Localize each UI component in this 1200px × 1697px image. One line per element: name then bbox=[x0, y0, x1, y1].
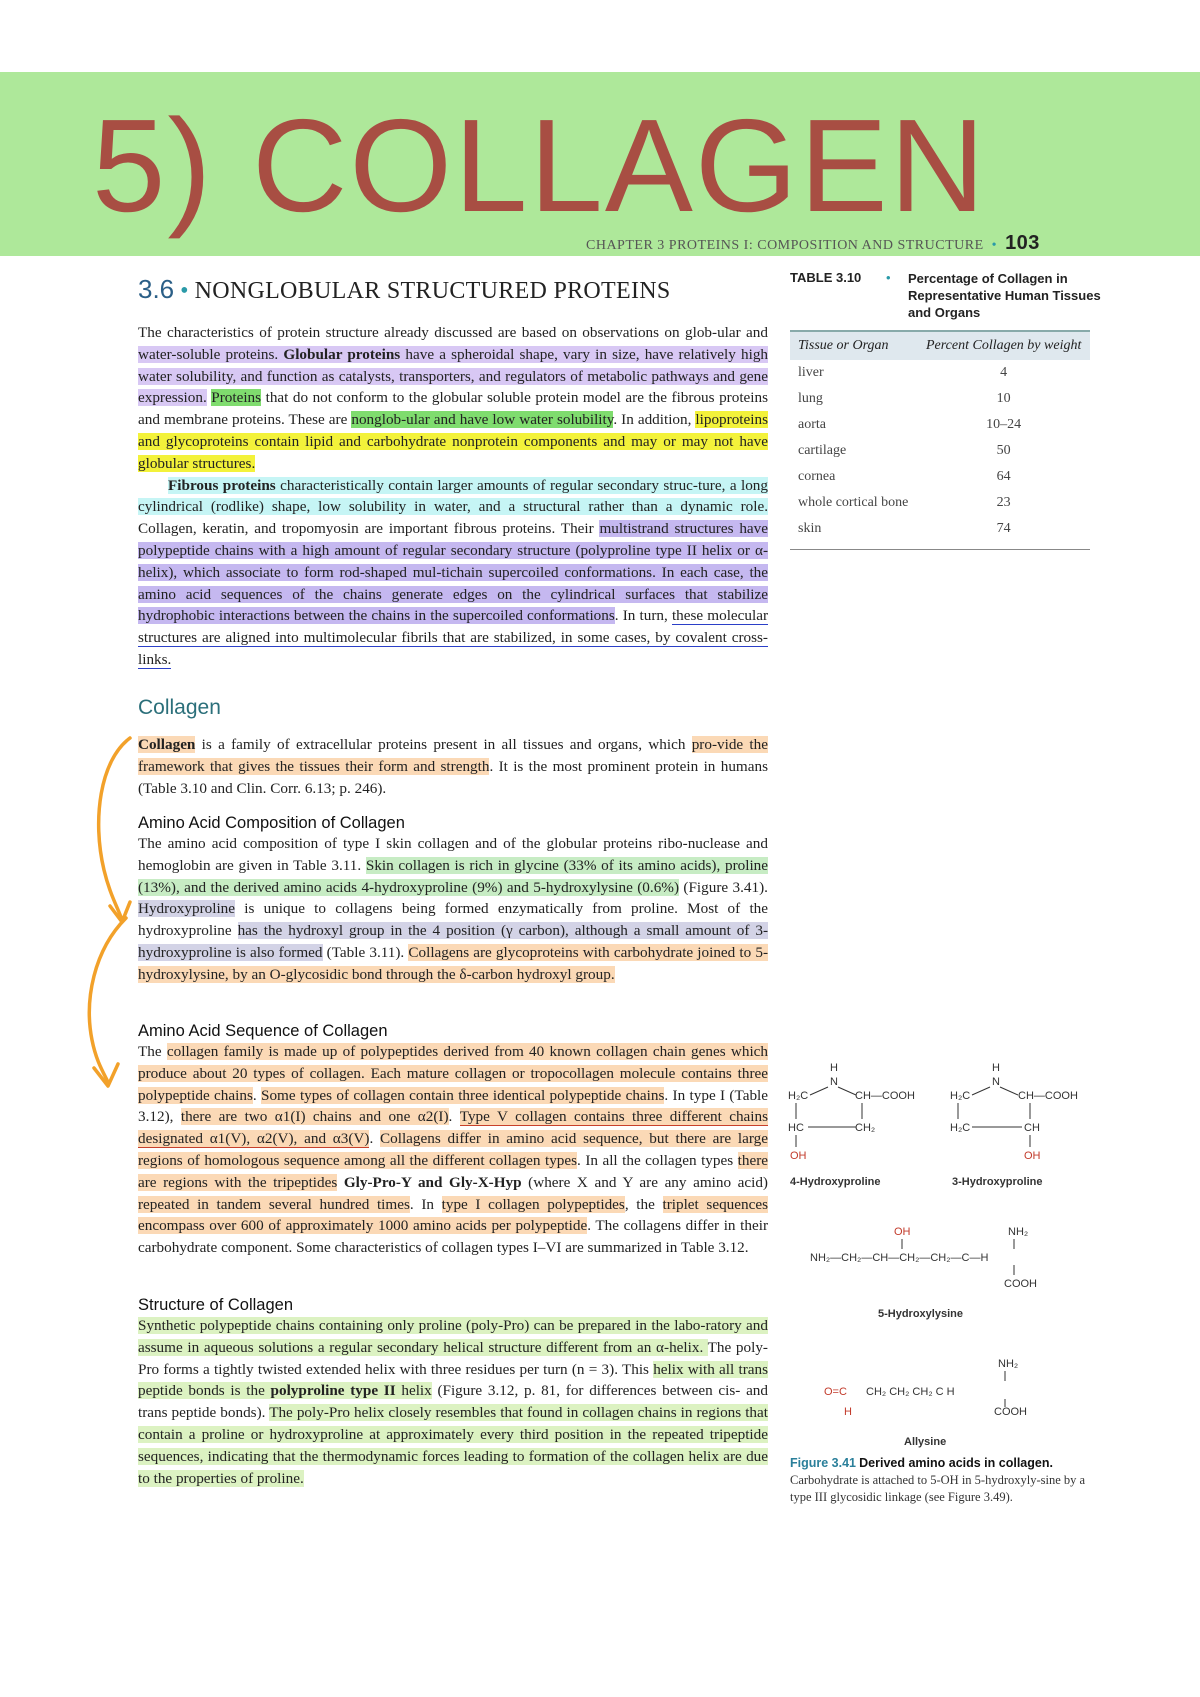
table-row bbox=[790, 386, 1090, 412]
cell-percent: 10 bbox=[996, 391, 1011, 406]
highlight-peach: there are two α1(I) chains and one α2(I) bbox=[180, 1108, 449, 1126]
paragraph-sequence bbox=[138, 1041, 768, 1259]
highlight-peach: Some types of collagen contain three identical polypeptide chains bbox=[261, 1086, 665, 1104]
highlight-peach-underlined: Type V collagen contains three different chains designated α1(V), α2(V), and α3(V) bbox=[138, 1108, 769, 1148]
highlight-peach: type I collagen polypeptides bbox=[441, 1195, 625, 1213]
cell-percent: 50 bbox=[996, 443, 1011, 458]
svg-text:N: N bbox=[992, 1076, 1000, 1088]
paragraph-intro bbox=[138, 322, 768, 671]
highlight-purple: have a spheroidal shape, vary in size, have relatively high water solubility, and function as catalysts, transporters, and regulators of metabolic pathways and gene expression. bbox=[138, 345, 769, 407]
table-row bbox=[790, 438, 1090, 464]
highlight-lime: Synthetic polypeptide chains containing only proline (poly-Pro) can be prepared in the labo-ratory and assume in aqueous solutions a regular secondary helical structure different from an α-helix. bbox=[138, 1317, 768, 1356]
section-structure bbox=[138, 1296, 768, 1489]
bullet-icon: • bbox=[180, 278, 189, 304]
cell-tissue: skin bbox=[790, 516, 917, 550]
highlight-yellow: lipoproteins and glycoproteins contain lipid and carbohydrate nonprotein components and may or may not have globular structures. bbox=[138, 411, 768, 472]
svg-text:NH₂: NH₂ bbox=[998, 1358, 1019, 1370]
table-title: Percentage of Collagen in Representative Human Tissues and Organs bbox=[908, 271, 1101, 320]
text-run: (Figure 3.12, p. 81, for differences between cis- and trans peptide bonds). bbox=[138, 1382, 768, 1422]
text-run: . In bbox=[409, 1195, 442, 1213]
highlight-green: nonglob-ular and have low water solubility bbox=[351, 411, 614, 429]
subheading-structure: Structure of Collagen bbox=[138, 1296, 294, 1314]
figure-caption bbox=[790, 1455, 1090, 1506]
table-row bbox=[790, 516, 1090, 550]
structure-5-hydroxylysine bbox=[810, 1226, 1037, 1320]
svg-text:H: H bbox=[844, 1406, 852, 1418]
column-header-tissue: Tissue or Organ bbox=[798, 338, 889, 353]
section-amino-acid-composition bbox=[138, 814, 768, 986]
text-run: . In turn, bbox=[614, 607, 672, 625]
svg-text:OH: OH bbox=[894, 1226, 911, 1238]
text-run: . bbox=[448, 1108, 460, 1126]
highlight-green: Proteins bbox=[211, 389, 262, 407]
label-3-hydroxyproline: 3-Hydroxyproline bbox=[952, 1176, 1043, 1188]
text-run: is a family of extracellular proteins present in all tissues and organs, which bbox=[195, 736, 692, 753]
text-run: The characteristics of protein structure already discussed are based on observations on glob-ular and bbox=[138, 324, 768, 341]
structure-3-hydroxyproline bbox=[950, 1062, 1078, 1188]
highlight-lime: helix with all trans peptide bonds is the bbox=[138, 1360, 768, 1400]
svg-text:CH₂: CH₂ bbox=[855, 1122, 876, 1134]
term-collagen: Collagen bbox=[138, 736, 196, 753]
column-header-percent: Percent Collagen by weight bbox=[925, 338, 1082, 353]
structure-4-hydroxyproline bbox=[788, 1062, 915, 1188]
cell-percent: 4 bbox=[1000, 365, 1008, 380]
table-header-row bbox=[790, 331, 1090, 360]
structure-allysine bbox=[824, 1358, 1027, 1448]
section-number: 3.6 bbox=[138, 274, 175, 304]
table-row bbox=[790, 360, 1090, 386]
cell-tissue: aorta bbox=[798, 417, 826, 432]
text-run: (Figure 3.41). bbox=[679, 878, 768, 896]
paragraph-structure bbox=[138, 1315, 768, 1489]
text-run: The bbox=[138, 1043, 167, 1060]
svg-text:CH—COOH: CH—COOH bbox=[855, 1090, 915, 1102]
table-row bbox=[790, 490, 1090, 516]
text-run: . In addition, bbox=[613, 411, 696, 429]
cell-tissue: lung bbox=[798, 391, 823, 406]
text-run: . In type I (Table 3.12), bbox=[138, 1086, 769, 1126]
cell-percent: 64 bbox=[996, 469, 1011, 484]
svg-text:NH₂: NH₂ bbox=[1008, 1226, 1029, 1238]
highlight-peach: collagen family is made up of polypeptides derived from 40 known collagen chain genes which produce about 20 types of collagen. Each mature collagen or tropocollagen molecule contains three polypeptide chains bbox=[138, 1043, 768, 1104]
svg-text:COOH: COOH bbox=[1004, 1278, 1037, 1290]
label-4-hydroxyproline: 4-Hydroxyproline bbox=[790, 1176, 881, 1188]
label-allysine: Allysine bbox=[904, 1436, 947, 1448]
chapter-label: CHAPTER 3 PROTEINS I: COMPOSITION AND STRUCTURE bbox=[586, 238, 984, 253]
paragraph-collagen bbox=[138, 734, 768, 799]
highlight-purple: water-soluble proteins. bbox=[138, 345, 284, 363]
page-title: 5) COLLAGEN bbox=[92, 92, 987, 239]
cell-percent: 23 bbox=[996, 495, 1011, 510]
text-run: Collagen, keratin, and tropomyosin are important fibrous proteins. Their bbox=[138, 520, 600, 538]
text-run: . bbox=[252, 1086, 262, 1104]
highlight-grey: has the hydroxyl group in the 4 position (γ carbon), although a bbox=[237, 922, 647, 940]
cell-percent: 74 bbox=[917, 516, 1090, 550]
highlight-peach: triplet sequences encompass over 600 of approximately 1000 amino acids per polypeptide bbox=[138, 1195, 768, 1235]
svg-text:CH—COOH: CH—COOH bbox=[1018, 1090, 1078, 1102]
collagen-percentage-table bbox=[790, 330, 1090, 550]
bullet-icon: • bbox=[991, 238, 998, 253]
svg-text:H₂C: H₂C bbox=[788, 1090, 809, 1102]
svg-text:CH₂ CH₂ CH₂ C H: CH₂ CH₂ CH₂ C H bbox=[866, 1386, 955, 1398]
label-5-hydroxylysine: 5-Hydroxylysine bbox=[878, 1308, 963, 1320]
text-run: , the bbox=[624, 1195, 663, 1213]
svg-text:HC: HC bbox=[788, 1122, 804, 1134]
svg-text:N: N bbox=[830, 1076, 838, 1088]
text-run: . It is the most prominent protein in humans (Table 3.10 and Clin. Corr. 6.13; p. 246). bbox=[138, 757, 768, 797]
cell-tissue: whole cortical bone bbox=[798, 495, 909, 510]
text-run: that do not conform to the globular soluble protein model are the fibrous proteins and membrane proteins. These are bbox=[138, 389, 768, 429]
cell-percent: 10–24 bbox=[986, 417, 1022, 432]
text-run: . The collagens differ in their carbohydrate component. Some characteristics of collagen types I–VI are summarized in Table 3.12. bbox=[138, 1217, 768, 1257]
page-number: 103 bbox=[1005, 232, 1040, 254]
underline-blue: these molecular structures are aligned into multimolecular fibrils that are stabilized, in some cases, by covalent cross-links. bbox=[138, 607, 769, 668]
table-row bbox=[790, 464, 1090, 490]
annotation-arrow-icon bbox=[82, 730, 142, 1100]
table-row bbox=[790, 412, 1090, 438]
highlight-lavender: multistrand structures have polypeptide chains with a high amount of regular secondary structure (polyproline type II helix or α-helix), which associate to form rod-shaped mul-tichain supercoiled conformations. In each case, the amino acid sequences of the chains generate edges on the cylindrical surfaces that stabilize hydrophobic interactions between the chains in the supercoiled conformations bbox=[138, 520, 768, 625]
svg-text:OH: OH bbox=[1024, 1150, 1041, 1162]
cell-tissue: cornea bbox=[798, 469, 836, 484]
section-amino-acid-sequence bbox=[138, 1022, 768, 1259]
cell-tissue: liver bbox=[798, 365, 824, 380]
bullet-icon: • bbox=[886, 270, 891, 285]
svg-text:H: H bbox=[992, 1062, 1000, 1074]
svg-text:OH: OH bbox=[790, 1150, 807, 1162]
highlight-peach: repeated in tandem several hundred times bbox=[138, 1195, 410, 1213]
highlight-grey: Hydroxyproline bbox=[138, 900, 236, 918]
svg-text:NH₂—CH₂—CH—CH₂—CH₂—C—H: NH₂—CH₂—CH—CH₂—CH₂—C—H bbox=[810, 1252, 989, 1264]
cell-tissue: cartilage bbox=[798, 443, 847, 458]
highlight-peach: Collagens differ in amino acid sequence, but there are large regions of homologous sequence among all the different collagen types bbox=[138, 1130, 768, 1169]
derived-amino-acids-figure bbox=[780, 1055, 1100, 1450]
section-heading: NONGLOBULAR STRUCTURED PROTEINS bbox=[194, 278, 671, 304]
svg-text:O=C: O=C bbox=[824, 1386, 847, 1398]
highlight-grey: small amount of 3-hydroxyproline is also formed bbox=[138, 922, 769, 961]
term-polyproline: polyproline type II bbox=[270, 1382, 396, 1400]
term-tripeptides: Gly-Pro-Y and Gly-X-Hyp bbox=[337, 1173, 522, 1191]
svg-text:H: H bbox=[830, 1062, 838, 1074]
term-globular-proteins: Globular proteins bbox=[283, 345, 401, 363]
section-title bbox=[138, 274, 671, 305]
figure-description: Carbohydrate is attached to 5-OH in 5-hydroxyly-sine by a type III glycosidic linkage (see Figure 3.49). bbox=[790, 1473, 1086, 1504]
highlight-mint: Skin collagen is rich in glycine (33% of its amino acids), proline (13%), and the derived amino acids 4-hydroxyproline (9%) and 5-hydroxylysine (0.6%) bbox=[138, 856, 768, 896]
collagen-heading: Collagen bbox=[138, 696, 221, 719]
subheading-sequence: Amino Acid Sequence of Collagen bbox=[138, 1022, 388, 1040]
text-run: is unique to collagens being formed enzymatically from proline. Most of the hydroxyproline bbox=[138, 900, 768, 940]
svg-text:H₂C: H₂C bbox=[950, 1090, 971, 1102]
highlight-peach: Collagens are glycoproteins with carbohydrate joined to 5-hydroxylysine, by an O-glycosidic bond through the δ-carbon hydroxyl group. bbox=[138, 943, 768, 983]
text-run: (where X and Y are any amino acid) bbox=[521, 1173, 768, 1191]
highlight-lime: helix bbox=[395, 1382, 432, 1400]
text-run: The amino acid composition of type I skin collagen and of the globular proteins ribo-nuclease and hemoglobin are given in Table 3.11. bbox=[138, 835, 768, 874]
highlight-peach: pro-vide the framework that gives the tissues their form and strength bbox=[138, 736, 768, 775]
running-head bbox=[586, 232, 1040, 255]
term-fibrous-proteins: Fibrous proteins bbox=[168, 476, 276, 494]
text-run: . bbox=[369, 1130, 380, 1148]
text-run: . In all the collagen types bbox=[577, 1151, 738, 1169]
figure-title: Derived amino acids in collagen. bbox=[859, 1456, 1053, 1470]
highlight-peach: there are regions with the tripeptides bbox=[138, 1151, 768, 1191]
highlight-cyan: characteristically contain larger amounts of regular secondary struc-ture, a long cylindrical (rodlike) shape, low solubility in water, and a structural rather than a dynamic role. bbox=[138, 476, 768, 516]
text-run: (Table 3.11). bbox=[322, 943, 409, 961]
table-label: TABLE 3.10 bbox=[790, 270, 862, 285]
figure-label: Figure 3.41 bbox=[790, 1456, 856, 1470]
svg-text:CH: CH bbox=[1024, 1122, 1040, 1134]
highlight-lime: The poly-Pro helix closely resembles that found in collagen chains in regions that contain a proline or hydroxyproline at approximately every third position in the repeated tripeptide sequences, indicating that the thermodynamic forces leading to formation of the collagen helix are due to the properties of proline. bbox=[138, 1404, 768, 1487]
svg-text:COOH: COOH bbox=[994, 1406, 1027, 1418]
subheading-composition: Amino Acid Composition of Collagen bbox=[138, 814, 405, 832]
svg-text:H₂C: H₂C bbox=[950, 1122, 971, 1134]
text-run: The poly-Pro forms a tightly twisted extended helix with three residues per turn (n = 3). This bbox=[138, 1338, 768, 1378]
paragraph-composition bbox=[138, 833, 768, 986]
